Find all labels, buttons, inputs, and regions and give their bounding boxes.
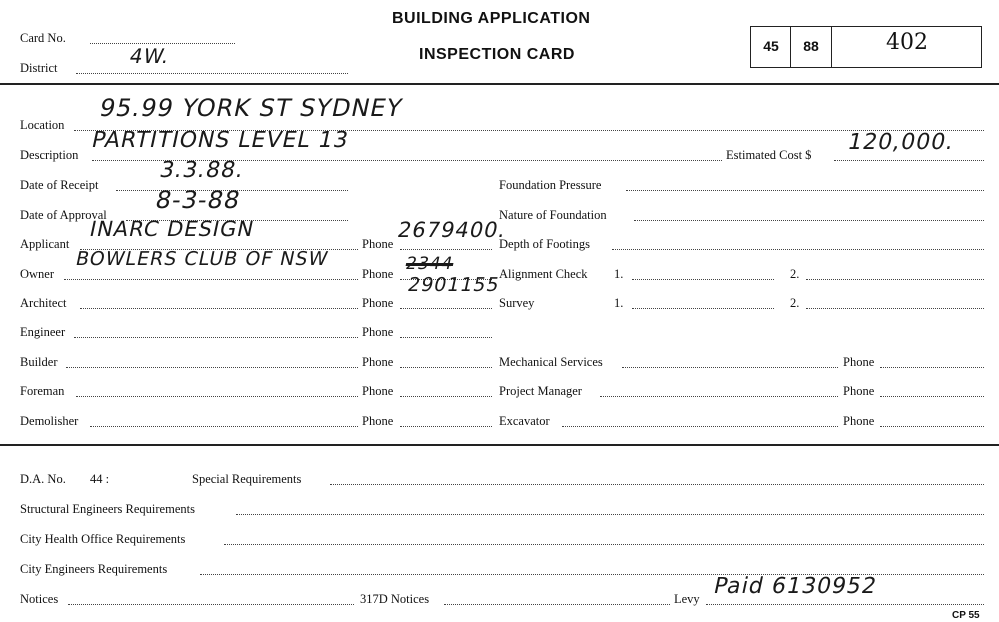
alignment-line-1[interactable] [632,279,774,280]
mechanical-services-label: Mechanical Services [499,355,603,369]
project-manager-phone-line[interactable] [880,396,984,397]
architect-line[interactable] [80,308,358,309]
title-line2: INSPECTION CARD [419,46,575,63]
alignment-num1: 1. [614,267,624,281]
engineer-label: Engineer [20,325,66,339]
applicant-label: Applicant [20,237,70,251]
card-no-label: Card No. [20,31,66,45]
excavator-label: Excavator [499,414,550,428]
notices-label: Notices [20,592,59,606]
form-code: CP 55 [952,610,980,621]
location-label: Location [20,118,65,132]
notices-317d-line[interactable] [444,604,670,605]
alignment-num2: 2. [790,267,800,281]
applicant-value: INARC DESIGN [87,217,257,241]
notices-317d-label: 317D Notices [360,592,430,606]
alignment-line-2[interactable] [806,279,984,280]
levy-label: Levy [674,592,700,606]
project-manager-phone-label: Phone [843,384,875,398]
project-manager-line[interactable] [600,396,838,397]
health-requirements-line[interactable] [224,544,984,545]
architect-label: Architect [20,296,67,310]
survey-num2: 2. [790,296,800,310]
engineer-phone-line[interactable] [400,337,492,338]
applicant-phone-label: Phone [362,237,394,251]
engineer-phone-label: Phone [362,325,394,339]
excavator-phone-label: Phone [843,414,875,428]
city-engineers-label: City Engineers Requirements [20,562,168,576]
demolisher-label: Demolisher [20,414,79,428]
builder-line[interactable] [66,367,358,368]
health-requirements-label: City Health Office Requirements [20,532,186,546]
builder-label: Builder [20,355,58,369]
builder-phone-line[interactable] [400,367,492,368]
title-line1: BUILDING APPLICATION [392,10,591,27]
description-label: Description [20,148,79,162]
owner-line[interactable] [64,279,358,280]
excavator-line[interactable] [562,426,838,427]
project-manager-label: Project Manager [499,384,582,398]
date-receipt-label: Date of Receipt [20,178,99,192]
description-value: PARTITIONS LEVEL 13 [89,128,352,153]
applicant-phone-line[interactable] [400,249,492,250]
depth-footings-line[interactable] [612,249,984,250]
foundation-pressure-label: Foundation Pressure [499,178,602,192]
estimated-cost-label: Estimated Cost $ [726,148,812,162]
excavator-phone-line[interactable] [880,426,984,427]
depth-footings-label: Depth of Footings [499,237,590,251]
architect-phone-label: Phone [362,296,394,310]
estimated-cost-value: 120,000. [845,130,957,155]
estimated-cost-line[interactable] [834,160,984,161]
foundation-pressure-line[interactable] [626,190,984,191]
owner-value: BOWLERS CLUB OF NSW [73,248,331,270]
da-no-label: D.A. No. [20,472,66,486]
engineer-line[interactable] [74,337,358,338]
nature-foundation-label: Nature of Foundation [499,208,607,222]
demolisher-line[interactable] [90,426,358,427]
structural-requirements-line[interactable] [236,514,984,515]
levy-line[interactable] [706,604,984,605]
mechanical-phone-line[interactable] [880,367,984,368]
district-line[interactable] [76,73,348,74]
alignment-check-label: Alignment Check [499,267,588,281]
foreman-label: Foreman [20,384,65,398]
foreman-phone-label: Phone [362,384,394,398]
applicant-phone-value: 2679400. [395,218,509,242]
date-approval-value: 8-3-88 [153,186,244,214]
foreman-phone-line[interactable] [400,396,492,397]
mechanical-phone-label: Phone [843,355,875,369]
district-value: 4W. [127,44,173,68]
survey-num1: 1. [614,296,624,310]
owner-phone-struck: 2344 [403,254,456,274]
special-requirements-label: Special Requirements [192,472,302,486]
mechanical-services-line[interactable] [622,367,838,368]
survey-label: Survey [499,296,535,310]
notices-line[interactable] [68,604,354,605]
survey-line-2[interactable] [806,308,984,309]
header-divider [0,83,999,85]
district-label: District [20,61,58,75]
location-value: 95.99 YORK ST SYDNEY [97,94,406,122]
demolisher-phone-label: Phone [362,414,394,428]
date-receipt-value: 3.3.88. [157,158,247,183]
nature-foundation-line[interactable] [634,220,984,221]
date-approval-label: Date of Approval [20,208,107,222]
structural-requirements-label: Structural Engineers Requirements [20,502,195,516]
demolisher-phone-line[interactable] [400,426,492,427]
builder-phone-label: Phone [362,355,394,369]
requirements-divider [0,444,999,446]
architect-phone-line[interactable] [400,308,492,309]
owner-phone-value: 2901155 [405,274,502,296]
da-no-value: 44 : [90,472,110,486]
levy-value: Paid 6130952 [711,574,880,599]
box-year-b: 88 [803,38,819,54]
foreman-line[interactable] [76,396,358,397]
box-year-a: 45 [763,38,779,54]
owner-label: Owner [20,267,55,281]
special-requirements-line[interactable] [330,484,984,485]
owner-phone-label: Phone [362,267,394,281]
box-card-number: 402 [886,30,928,55]
survey-line-1[interactable] [632,308,774,309]
